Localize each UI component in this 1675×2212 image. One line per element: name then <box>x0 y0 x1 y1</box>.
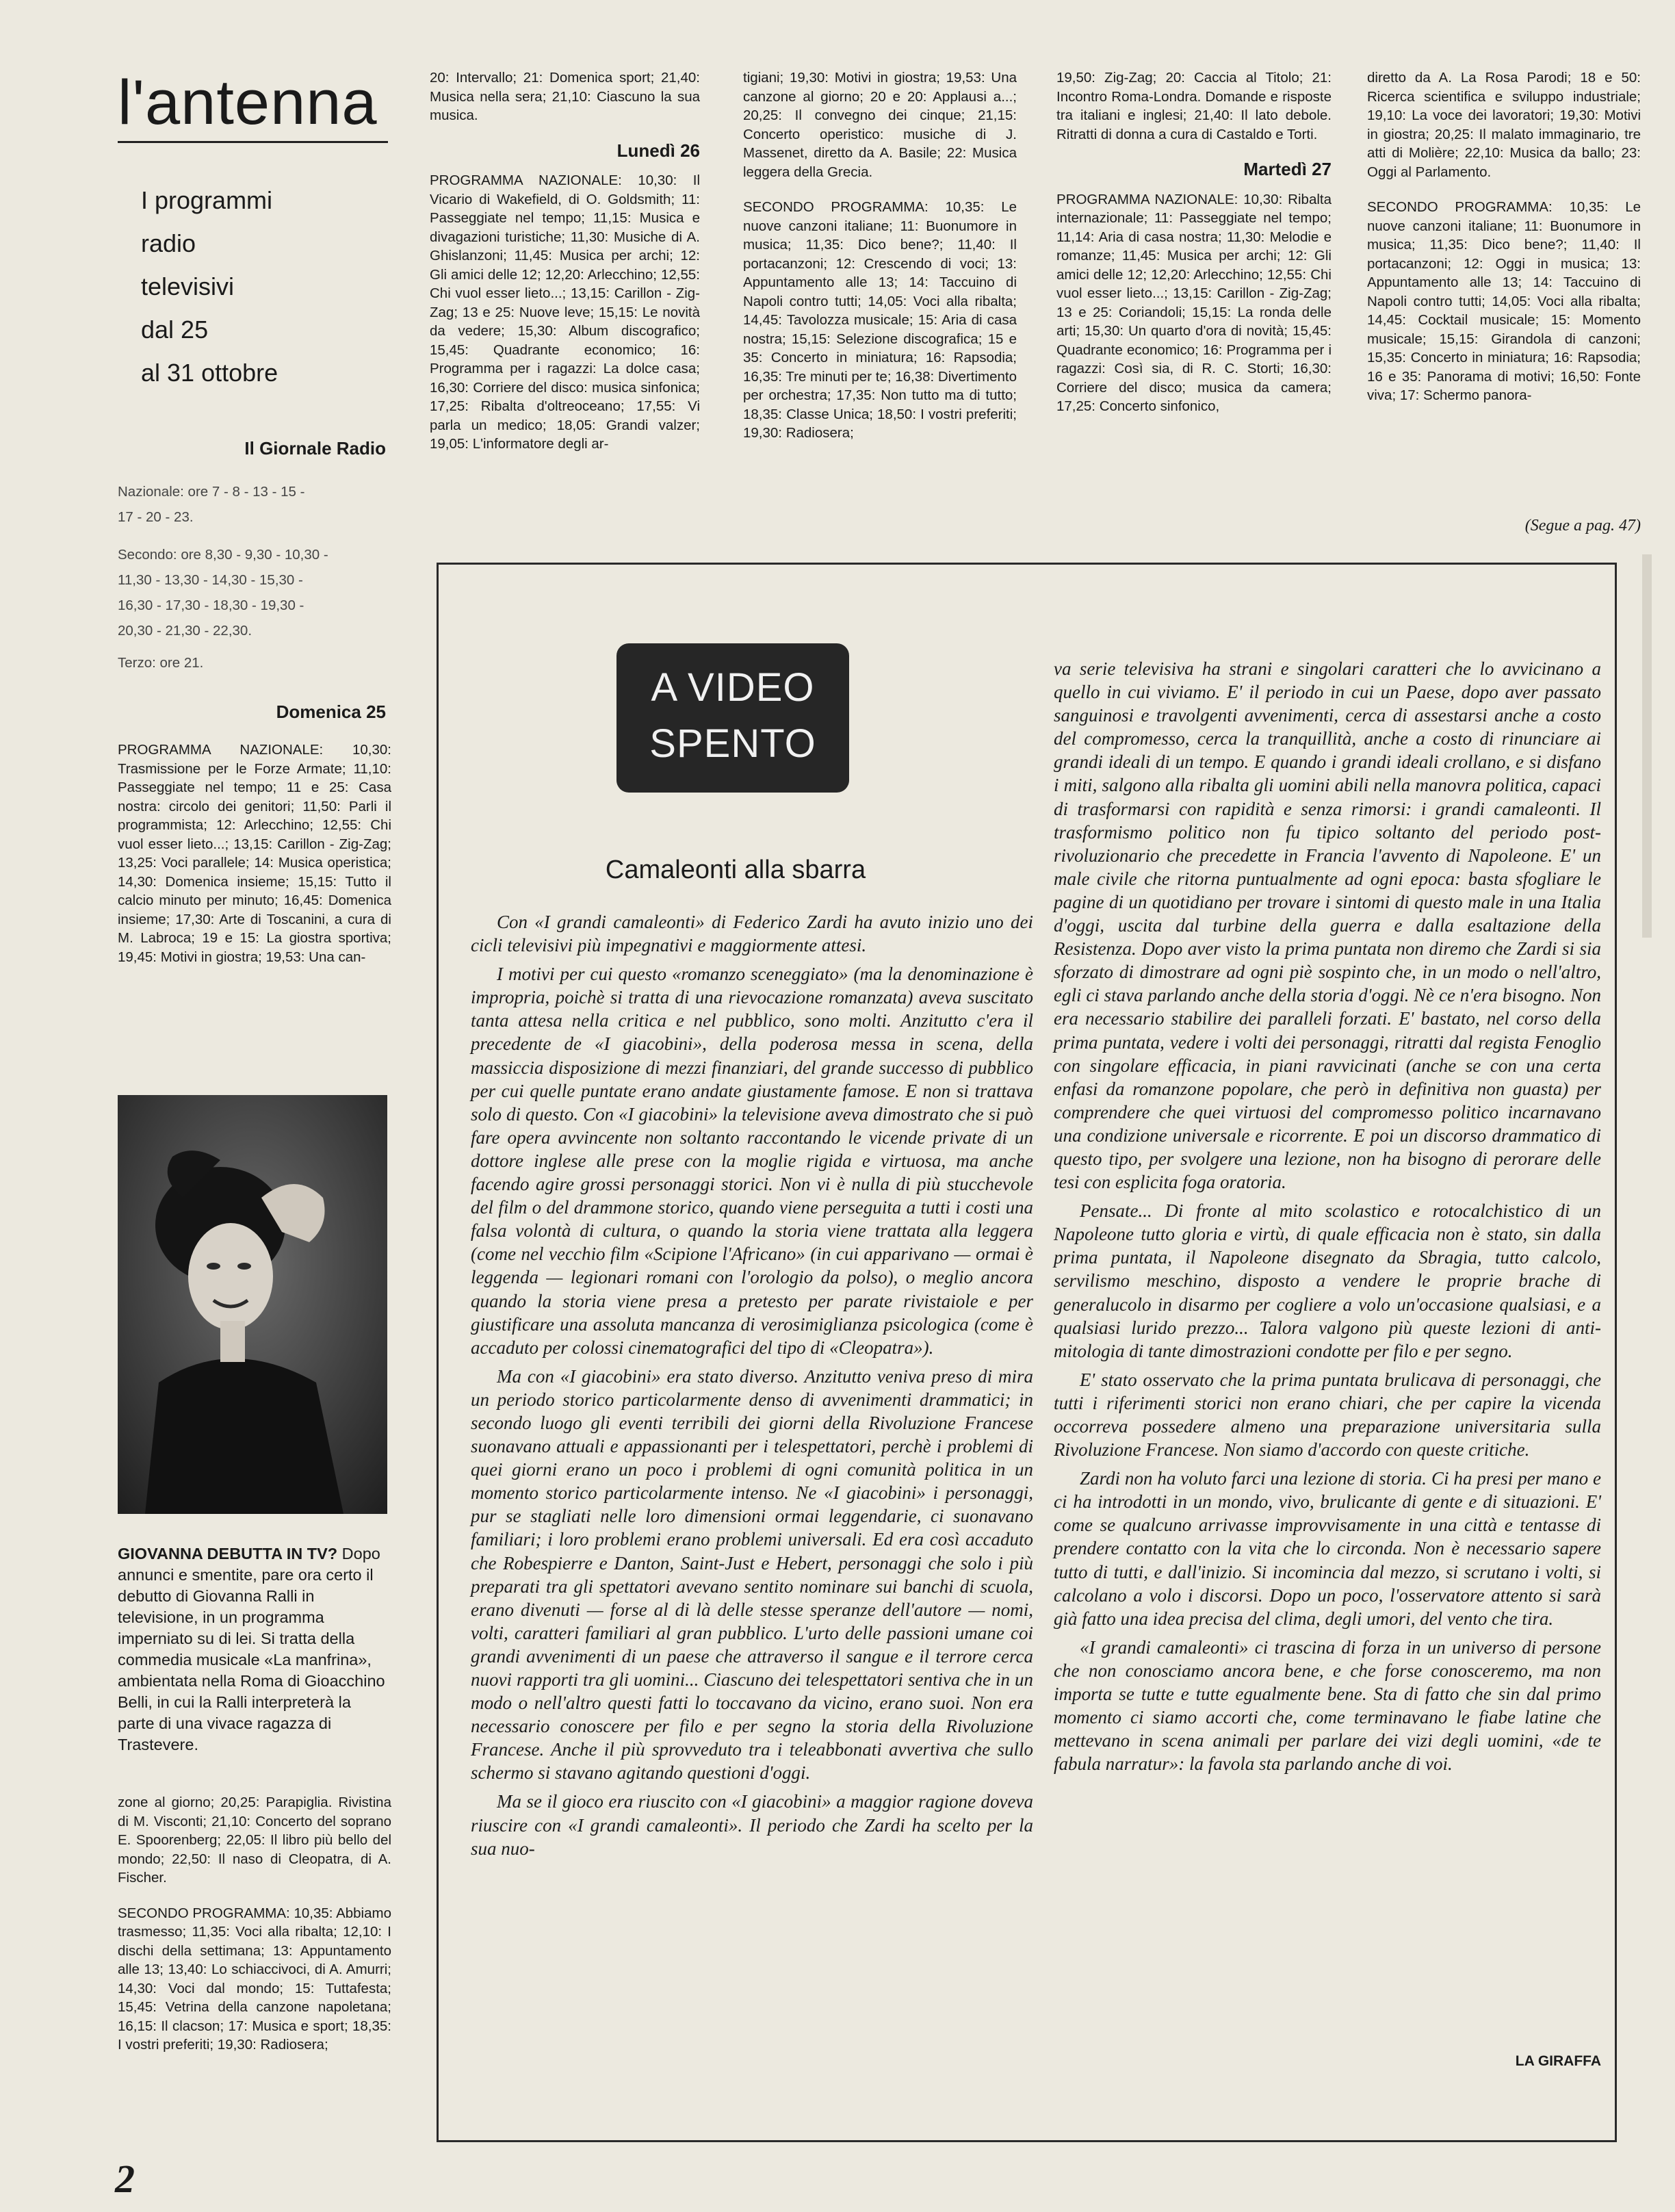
continued-note: (Segue a pag. 47) <box>1524 517 1641 535</box>
schedule-line: Terzo: ore 21. <box>118 655 204 671</box>
article-paragraph: I motivi per cui questo «romanzo sceneggiato» (ma la denominazione è impropria, poichè si tratta di una rievocazione romanzata) aveva suscitato tanta attesa nella critica e nel pubblico, sono molti. Anzitutto c'era il precedente de «I giacobini», della poderosa messa in scena, della massiccia disposizione di mezzi finanziari, del grande successo di pubblico per cui quelle puntate erano andate giustamente famose. E non si trattava solo di questo. Con «I giacobini» la televisione aveva dimostrato che si può fare opera avvincente non soltanto raccontando le vicende private di un dottore inglese alle prese con la moglie rigida e virtuosa, ma anche facendo agire grossi personaggi storici. Non vi è nulla di più stucchevole del film o del drammone storico, quando viene perseguita a tutti i costi una falsa volontà di cultura, o quando la storia viene trattata alla leggera (come nel vecchio film «Scipione l'Africano» (in cui apparivano — ormai è leggenda — legionari romani con l'orologio da polso), o meglio ancora quando la storia viene presa a pretesto per parate rivistaiole e per giustificare una assoluta mancanza di verosimiglianza psicologica (come è accaduto per colossi cinematografici del tipo di «Cleopatra»). <box>471 964 1033 1358</box>
page-number: 2 <box>115 2157 135 2201</box>
giornale-radio-heading: Il Giornale Radio <box>244 438 386 459</box>
program-column-3 <box>743 68 1017 459</box>
masthead-line: radio <box>141 229 196 257</box>
schedule-line: 20,30 - 21,30 - 22,30. <box>118 623 252 639</box>
day-heading-lunedi: Lunedì 26 <box>616 140 700 161</box>
listing-paragraph: SECONDO PROGRAMMA: 10,35: Le nuove canzoni italiane; 11: Buonumore in musica; 11,35: Dico bene?; 11,40: Il portacanzoni; 12: Crescendo di voci; 13: Appuntamento alle 13; 14: Taccuino di Napoli contro tutti; 14,05: Voci alla ribalta; 14,45: Tavolozza musicale; 15: Aria di casa nostra; 15,15: Selezione discografica; 15 e 35: Concerto in miniatura; 16: Rapsodia; 16,35: Tre minuti per te; 16,38: Divertimento per orchestra; 17,35: Non tutto ma di tutto; 18,35: Classe Unica; 18,50: I vostri preferiti; 19,30: Radiosera; <box>743 199 1017 441</box>
caption-text: Dopo annunci e smentite, pare ora certo il debutto di Giovanna Ralli in televisione, in un programma imperniato su di lei. Si tratta della commedia musicale «La manfrina», ambientata nella Roma di Gioacchino Belli, in cui la Ralli interpreterà la parte di una vivace ragazza di Trastevere. <box>118 1545 385 1753</box>
program-column-2 <box>430 68 700 470</box>
day-heading-martedi: Martedì 27 <box>1243 159 1332 179</box>
program-column-5 <box>1367 68 1641 422</box>
masthead-line: televisivi <box>141 272 235 300</box>
article-paragraph: Con «I grandi camaleonti» di Federico Zardi ha avuto inizio uno dei cicli televisivi più impegnativi e maggiormente attesi. <box>471 912 1033 956</box>
schedule-line: Nazionale: ore 7 - 8 - 13 - 15 - <box>118 484 305 500</box>
article-column-right <box>1054 657 1601 1781</box>
schedule-line: 17 - 20 - 23. <box>118 509 194 525</box>
masthead-line: dal 25 <box>141 316 209 344</box>
kicker-line: SPENTO <box>649 721 816 766</box>
masthead-line: al 31 ottobre <box>141 359 278 387</box>
article-paragraph: Ma se il gioco era riuscito con «I giacobini» a maggior ragione doveva riuscire con «I grandi camaleonti». Il periodo che Zardi ha scelto per la sua nuo- <box>471 1791 1033 1859</box>
article-paragraph: E' stato osservato che la prima puntata brulicava di personaggi, che tutti i riferimenti storici non erano chiari, che per capire la vicenda occorreva possedere almeno una preparazione universitaria sulla Rivoluzione Francese. Non siamo d'accordo con queste critiche. <box>1054 1369 1601 1461</box>
listing-paragraph: PROGRAMMA NAZIONALE: 10,30: Ribalta internazionale; 11: Passeggiate nel tempo; 11,14: Aria di casa nostra; 11,30: Melodie e romanze; 11,45: Musica per archi; 12: Gli amici delle 12; 12,20: Arlecchino; 12,55: Chi vuol esser lieto...; 13,15: Carillon - Zig-Zag; 13 e 25: Coriandoli; 15,15: La ronda delle arti; 15,30: Un quarto d'ora di novità; 15,45: Quadrante economico; 16: Programma per i ragazzi: Così sia, di R. C. Storti; 16,30: Corriere del disco; musica da camera; 17,25: Concerto sinfonico, <box>1056 191 1332 414</box>
masthead-title: l'antenna <box>118 68 388 143</box>
article-paragraph: Ma con «I giacobini» era stato diverso. Anzitutto veniva preso di mira un periodo storico particolarmente denso di avvenimenti drammatici; in secondo luogo gli eventi terribili dei giorni della Rivoluzione Francese suonavano attuali e appassionanti per i telespettatori, perchè i problemi di quei giorni erano un poco i problemi di ogni comunità politica in un momento storico particolarmente intenso. Ne «I giacobini» i personaggi, pur se stagliati nelle loro dimensioni ormai leggendarie, ci suonavano familiari; i loro problemi erano problemi universali. Ed era così accaduto che Robespierre e Danton, Saint-Just e Hebert, personaggi che solo i più preparati tra gli spettatori avevano sentito nominare sui banchi di scuola, erano divenuti — forse al di là delle stesse speranze dell'autore — nomi, volti, caratteri familiari al gran pubblico. L'urto delle passioni umane coi grandi avvenimenti di un paese che attraverso il sangue e il terrore cerca nuovi rapporti tra gli uomini... Ciascuno dei telespettatori sentiva che in un modo o nell'altro questi fatti lo toccavano da vicino, erano suoi. Non era necessario conoscere per filo e per segno la storia della Rivoluzione Francese. Anche il più sprovveduto tra i teleabbonati avvertiva che sullo schermo si stavano agitando questioni d'oggi. <box>471 1365 1033 1784</box>
masthead <box>118 68 388 394</box>
schedule-line: 11,30 - 13,30 - 14,30 - 15,30 - <box>118 572 303 588</box>
article-paragraph: «I grandi camaleonti» ci trascina di forza in un universo di persone che non conosciamo ancora bene, e che forse conosceremo, ma non importa se tutte e tutte egualmente bene. Sta di fatto che sin dal primo momento ci siamo accorti che, come terminavano le fiabe latine che mettevano in scena animali per parlare dei vizi degli uomini, «de te fabula narratur»: la favola sta parlando anche di voi. <box>1054 1636 1601 1775</box>
article-paragraph: Zardi non ha voluto farci una lezione di storia. Ci ha presi per mano e ci ha introdotti in un mondo, vivo, brulicante di gente e di situazioni. E' come se qualcuno arrivasse improvvisamente in una città e tentasse di prendere contatto con la vita che lo circonda. Non è necessario sapere tutto di tutti, e dall'inizio. Si incomincia dal mezzo, si scrutano i volti, si calcolano a volo i discorsi. Dopo un poco, l'osservatore attento si sarà già fatto una idea precisa del clima, degli umori, del vento che tira. <box>1054 1468 1601 1629</box>
listing-paragraph: PROGRAMMA NAZIONALE: 10,30: Trasmissione per le Forze Armate; 11,10: Passeggiate nel tempo; 11 e 25: Casa nostra: circolo dei genitori; 11,50: Parli il programmista; 12: Arlecchino; 12,55: Chi vuol esser lieto...; 13,15: Carillon - Zig-Zag; 13,25: Voci parallele; 14: Musica operistica; 14,30: Domenica insieme; 15,15: Tutto il calcio minuto per minuto; 16,45: Domenica insieme; 17,30: Arte di Toscanini, a cura di M. Labroca; 19 e 15: La giostra sportiva; 19,45: Motivi in giostra; 19,53: Una can- <box>118 742 391 965</box>
photo-caption <box>118 1543 391 1756</box>
schedule-line: Secondo: ore 8,30 - 9,30 - 10,30 - <box>118 547 328 563</box>
margin-shadow <box>1642 554 1652 938</box>
caption-lead: GIOVANNA DEBUTTA IN TV? <box>118 1545 338 1562</box>
program-listing-domenica-continued <box>118 1793 391 2071</box>
listing-paragraph: SECONDO PROGRAMMA: 10,35: Abbiamo trasmesso; 11,35: Voci alla ribalta; 12,10: I dischi della settimana; 13: Appuntamento alle 13; 13,40: Lo schiaccivoci, di A. Amurri; 14,30: Voci dal mondo; 15: Tuttafesta; 15,45: Vetrina della canzone napoletana; 16,15: Il clacson; 17: Musica e sport; 18,35: I vostri preferiti; 19,30: Radiosera; <box>118 1905 391 2053</box>
masthead-line: I programmi <box>141 186 273 214</box>
listing-paragraph: tigiani; 19,30: Motivi in giostra; 19,53: Una canzone al giorno; 20 e 20: Applausi a...; 20,25: Il convegno dei cinque; 21,15: Concerto operistico: musiche di J. Massenet, diretto da A. Basile; 22: Musica leggera della Grecia. <box>743 70 1017 180</box>
listing-paragraph: 20: Intervallo; 21: Domenica sport; 21,40: Musica nella sera; 21,10: Ciascuno la sua musica. <box>430 70 700 123</box>
article-paragraph: Pensate... Di fronte al mito scolastico e rotocalchistico di un Napoleone tutto gloria e virtù, di quale efficacia non è stato, sin dalla prima puntata, il Napoleone disegnato da Sbragia, tutto calcolo, servilismo meschino, disposto a vendere le proprie brache di generalucolo in disarmo per cogliere a volo un'occasione qualsiasi, e a qualsiasi lurido prezzo... Talora valgono più queste lezioni di anti-mitologia di tante dimostrazioni condotte per filo e per segno. <box>1054 1200 1601 1361</box>
listing-paragraph: diretto da A. La Rosa Parodi; 18 e 50: Ricerca scientifica e sviluppo industriale; 19,10: La voce dei lavoratori; 19,30: Motivi in giostra; 20,25: Il malato immaginario, tre atti di Molière; 22,10: Musica da ballo; 23: Oggi al Parlamento. <box>1367 70 1641 180</box>
program-column-4 <box>1056 68 1332 433</box>
schedule-line: 16,30 - 17,30 - 18,30 - 19,30 - <box>118 597 304 613</box>
listing-paragraph: zone al giorno; 20,25: Parapiglia. Rivistina di M. Visconti; 21,10: Concerto del soprano E. Spoorenberg; 22,05: Il libro più bello del mondo; 22,50: Il naso di Cleopatra, di A. Fischer. <box>118 1795 391 1886</box>
program-listing-domenica <box>118 741 391 983</box>
listing-paragraph: 19,50: Zig-Zag; 20: Caccia al Titolo; 21: Incontro Roma-Londra. Domande e risposte tra italiani e inglesi; 21,40: Il lato debole. Ritratti di donna a cura di Castaldo e Torti. <box>1056 70 1332 142</box>
article-column-left <box>471 910 1033 1866</box>
article-title: Camaleonti alla sbarra <box>605 856 866 884</box>
listing-paragraph: PROGRAMMA NAZIONALE: 10,30: Il Vicario di Wakefield, di O. Goldsmith; 11: Passeggiate nel tempo; 11,15: Musica e divagazioni turistiche; 11,30: Musiche di A. Ghislanzoni; 11,45: Musica per archi; 12: Gli amici delle 12; 12,20: Arlecchino; 12,55: Chi vuol esser lieto...; 13,15: Carillon - Zig-Zag; 13 e 25: Nuove leve; 15,15: Le novità da vedere; 15,30: Album discografico; 15,45: Quadrante economico; 16: Programma per i ragazzi: La dolce casa; 16,30: Corriere del disco: musica sinfonica; 17,25: Ribalta d'oltreoceano; 17,55: Vi parla un medico; 18,05: Grandi valzer; 19,05: L'informatore degli ar- <box>430 172 700 452</box>
masthead-subtitle <box>141 179 388 394</box>
listing-paragraph: SECONDO PROGRAMMA: 10,35: Le nuove canzoni italiane; 11: Buonumore in musica; 11,35: Dico bene?; 11,40: Il portacanzoni; 12: Oggi in musica; 13: Appuntamento alle 13; 14: Taccuino di Napoli contro tutti; 14,05: Voci alla ribalta; 14,45: Cocktail musicale; 15: Momento musicale; 15,15: Girandola di canzoni; 15,35: Concerto in miniatura; 16: Rapsodia; 16 e 35: Panorama di motivi; 16,50: Fonte viva; 17: Schermo panora- <box>1367 199 1641 403</box>
giornale-radio-schedule <box>118 479 391 676</box>
portrait-image <box>118 1095 387 1514</box>
photo-giovanna-ralli <box>118 1095 387 1514</box>
section-kicker <box>616 643 849 793</box>
day-heading-domenica: Domenica 25 <box>276 702 386 722</box>
kicker-line: A VIDEO <box>651 665 815 710</box>
article-signature: LA GIRAFFA <box>1515 2053 1601 2069</box>
article-paragraph: va serie televisiva ha strani e singolari caratteri che lo avvicinano a quello in cui viviamo. E' il periodo in cui un Paese, dopo aver passato sanguinosi e travolgenti avvenimenti, cerca di assestarsi anche a costo del compromesso, cerca la tranquillità, anche a costo di rinunciare ai grandi ideali di un tempo. E quando i grandi ideali crollano, e si disfano i miti, salgono alla ribalta gli uomini abili nella manovra politica, capaci di trasformarsi con rapidità e senza rimorsi: i grandi camaleonti. Il trasformismo politico non fu tipico soltanto del periodo post-rivoluzionario che precedette in Francia l'avvento di Napoleone. E' un male civile che ritorna puntualmente ad ogni epoca: basta sfogliare le pagine di un quotidiano per trovare i sintomi di questo male in una Italia d'oggi, uscita dal turbine della guerra e dalla esaltazione della Resistenza. Dopo aver visto la prima puntata non diremo che Zardi si sia sforzato di dimostrare ad ogni piè sospinto che, in un modo o nell'altro, egli ci stava parlando anche della storia d'oggi. Nè ce n'era bisogno. Non era necessario stabilire dei paralleli forzati. E' bastato, nel corso della prima puntata, vedere i volti dei personaggi, ritratti dal regista Fenoglio con singolare efficacia, in piani ravvicinati (anche se con una certa enfasi da romanzone popolare, che però in definitiva non guasta) per comprendere che quei virtuosi del compromesso politico incarnavano una condizione universale e ricorrente. E poi un discorso drammatico di questo tipo, per svolgere una lezione, non ha bisogno di perorare delle tesi con esplicita foga oratoria. <box>1054 658 1601 1193</box>
